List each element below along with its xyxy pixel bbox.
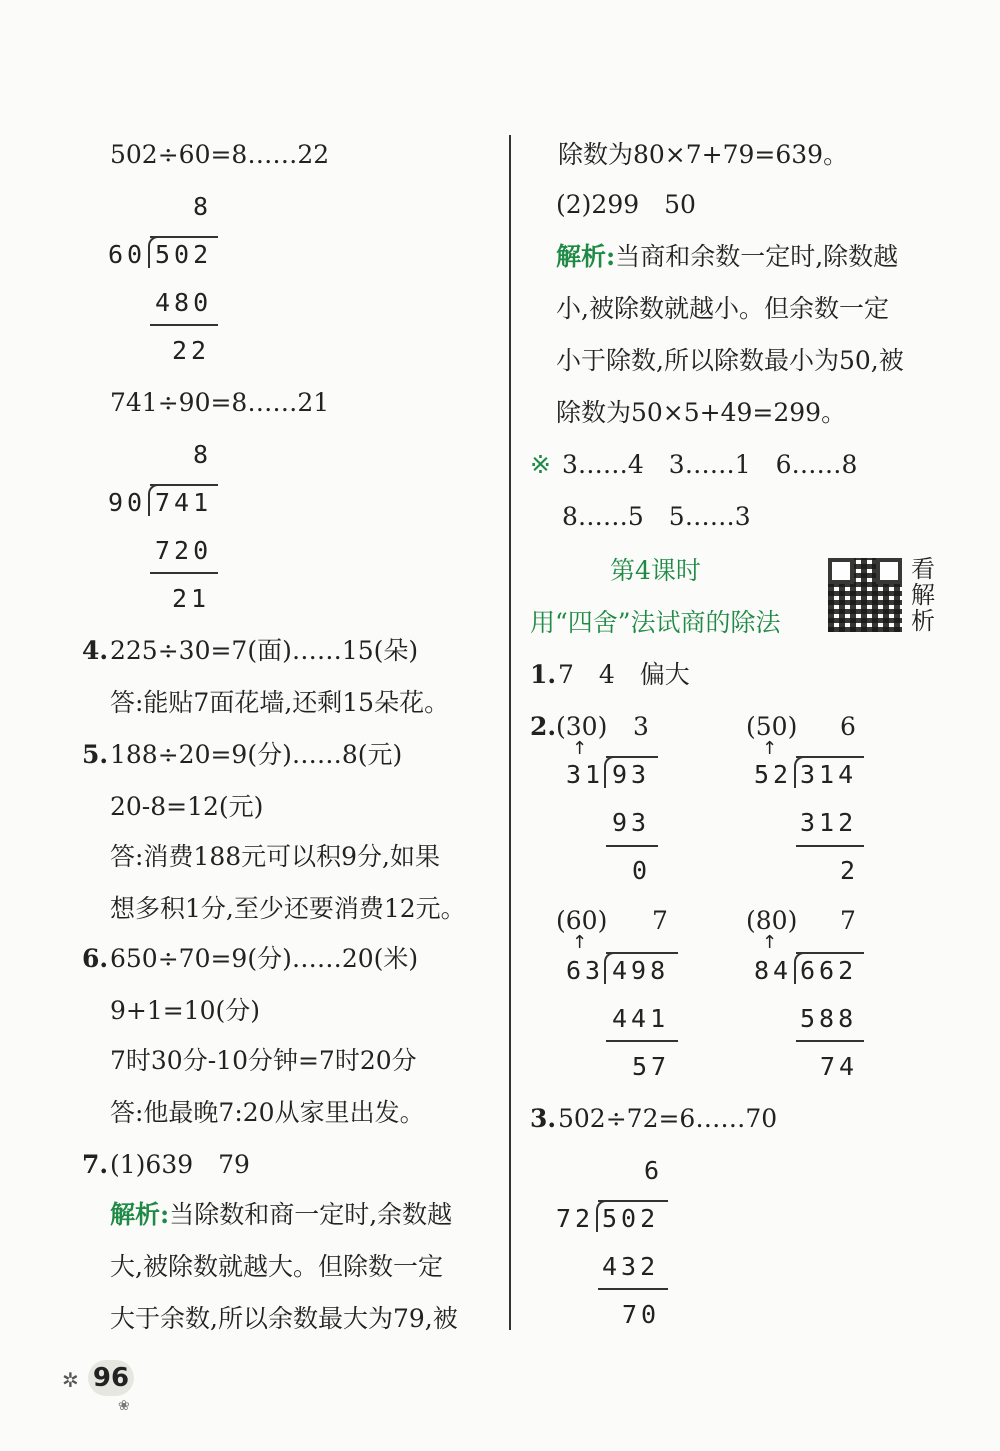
- dividend: 502: [155, 240, 213, 269]
- answer-line: 9+1=10(分): [110, 996, 261, 1025]
- division-bar: [796, 952, 864, 954]
- analysis-line: 除数为50×5+49=299。: [556, 398, 847, 427]
- decorative-star-icon: ✲: [62, 1368, 79, 1392]
- analysis-line: [110, 1200, 452, 1230]
- equation: 741÷90=8……21: [110, 388, 330, 417]
- division-bar: [150, 236, 218, 238]
- analysis-line: 大于余数,所以余数最大为79,被: [110, 1304, 458, 1333]
- quotient: 8: [193, 192, 213, 221]
- answer-line: 答:他最晚7:20从家里出发。: [110, 1098, 425, 1127]
- answer-line: 答:消费188元可以积9分,如果: [110, 842, 440, 871]
- product: 588: [800, 1004, 858, 1033]
- remainder: 2: [840, 856, 860, 885]
- divisor: 60: [108, 240, 147, 269]
- up-arrow-icon: ↑: [762, 738, 778, 759]
- answer-line: 7 4 偏大: [558, 660, 690, 689]
- divisor: 90: [108, 488, 147, 517]
- problem-number: 4.: [82, 636, 109, 665]
- problem-number: 7.: [82, 1150, 109, 1179]
- divisor: 84: [754, 956, 793, 985]
- page-number: 96: [88, 1360, 134, 1396]
- subtraction-line: [150, 324, 218, 326]
- estimate: (30): [556, 712, 608, 741]
- subtraction-line: [606, 845, 658, 847]
- remainder: 57: [632, 1052, 671, 1081]
- dividend: 93: [612, 760, 651, 789]
- product: 312: [800, 808, 858, 837]
- divisor: 72: [556, 1204, 595, 1233]
- analysis-line: [556, 242, 898, 272]
- remainder: 0: [632, 856, 652, 885]
- lesson-title: 用“四舍”法试商的除法: [530, 608, 781, 637]
- decorative-flower-icon: ❀: [118, 1398, 130, 1414]
- dividend: 662: [800, 956, 858, 985]
- quotient: 6: [840, 712, 856, 741]
- product: 93: [612, 808, 651, 837]
- divisor: 52: [754, 760, 793, 789]
- answer-line: 除数为80×7+79=639。: [558, 140, 849, 169]
- answer-line: 答:能贴7面花墙,还剩15朵花。: [110, 688, 450, 717]
- analysis-label: 解析:: [556, 242, 616, 271]
- problem-number: 2.: [530, 712, 557, 741]
- dividend: 498: [612, 956, 670, 985]
- answer-line: (1)639 79: [110, 1150, 250, 1179]
- up-arrow-icon: ↑: [572, 932, 588, 953]
- problem-number: 6.: [82, 944, 109, 973]
- remainder: 70: [622, 1300, 661, 1329]
- product: 720: [155, 536, 213, 565]
- lesson-heading: 第4课时: [610, 556, 701, 585]
- dividend: 314: [800, 760, 858, 789]
- quotient: 6: [644, 1156, 664, 1185]
- answer-line: 20-8=12(元): [110, 792, 264, 821]
- answer-line: 7时30分-10分钟=7时20分: [110, 1046, 417, 1075]
- division-bar: [796, 756, 864, 758]
- division-bar: [150, 484, 218, 486]
- answer-line: (2)299 50: [556, 190, 696, 219]
- remainder: 74: [820, 1052, 859, 1081]
- answer-line: 想多积1分,至少还要消费12元。: [110, 894, 466, 923]
- column-divider: [509, 135, 511, 1330]
- qr-code-icon[interactable]: [828, 558, 902, 632]
- analysis-line: 小于除数,所以除数最小为50,被: [556, 346, 904, 375]
- remainder: 21: [172, 584, 211, 613]
- subtraction-line: [796, 1040, 864, 1042]
- product: 432: [602, 1252, 660, 1281]
- dividend: 741: [155, 488, 213, 517]
- up-arrow-icon: ↑: [572, 738, 588, 759]
- estimate: (50): [746, 712, 798, 741]
- division-bar: [606, 756, 658, 758]
- problem-number: 1.: [530, 660, 557, 689]
- subtraction-line: [796, 845, 864, 847]
- problem-number: 3.: [530, 1104, 557, 1133]
- dividend: 502: [602, 1204, 660, 1233]
- answer-line: 188÷20=9(分)……8(元): [110, 740, 403, 769]
- analysis-label: 解析:: [110, 1200, 170, 1229]
- equation: 502÷72=6……70: [558, 1104, 778, 1133]
- problem-number: 5.: [82, 740, 109, 769]
- division-bar: [606, 952, 678, 954]
- analysis-text: 当除数和商一定时,余数越: [169, 1200, 453, 1229]
- analysis-line: 小,被除数就越小。但余数一定: [556, 294, 889, 323]
- subtraction-line: [150, 572, 218, 574]
- quotient: 3: [633, 712, 649, 741]
- divisor: 31: [566, 760, 605, 789]
- quotient: 7: [840, 906, 856, 935]
- subtraction-line: [598, 1288, 668, 1290]
- quotient: 8: [193, 440, 213, 469]
- equation: 502÷60=8……22: [110, 140, 330, 169]
- answer-line: 8……5 5……3: [562, 502, 751, 531]
- estimate: (60): [556, 906, 608, 935]
- analysis-text: 当商和余数一定时,除数越: [615, 242, 899, 271]
- product: 441: [612, 1004, 670, 1033]
- answer-line: 650÷70=9(分)……20(米): [110, 944, 419, 973]
- answer-line: 225÷30=7(面)……15(朵): [110, 636, 419, 665]
- qr-label: 看解析: [911, 555, 935, 635]
- up-arrow-icon: ↑: [762, 932, 778, 953]
- divisor: 63: [566, 956, 605, 985]
- estimate: (80): [746, 906, 798, 935]
- analysis-line: 大,被除数就越大。但除数一定: [110, 1252, 443, 1281]
- division-bar: [598, 1200, 668, 1202]
- remainder: 22: [172, 336, 211, 365]
- answer-line: 3……4 3……1 6……8: [562, 450, 858, 479]
- quotient: 7: [652, 906, 668, 935]
- product: 480: [155, 288, 213, 317]
- reference-mark: ※: [530, 450, 551, 479]
- subtraction-line: [606, 1040, 678, 1042]
